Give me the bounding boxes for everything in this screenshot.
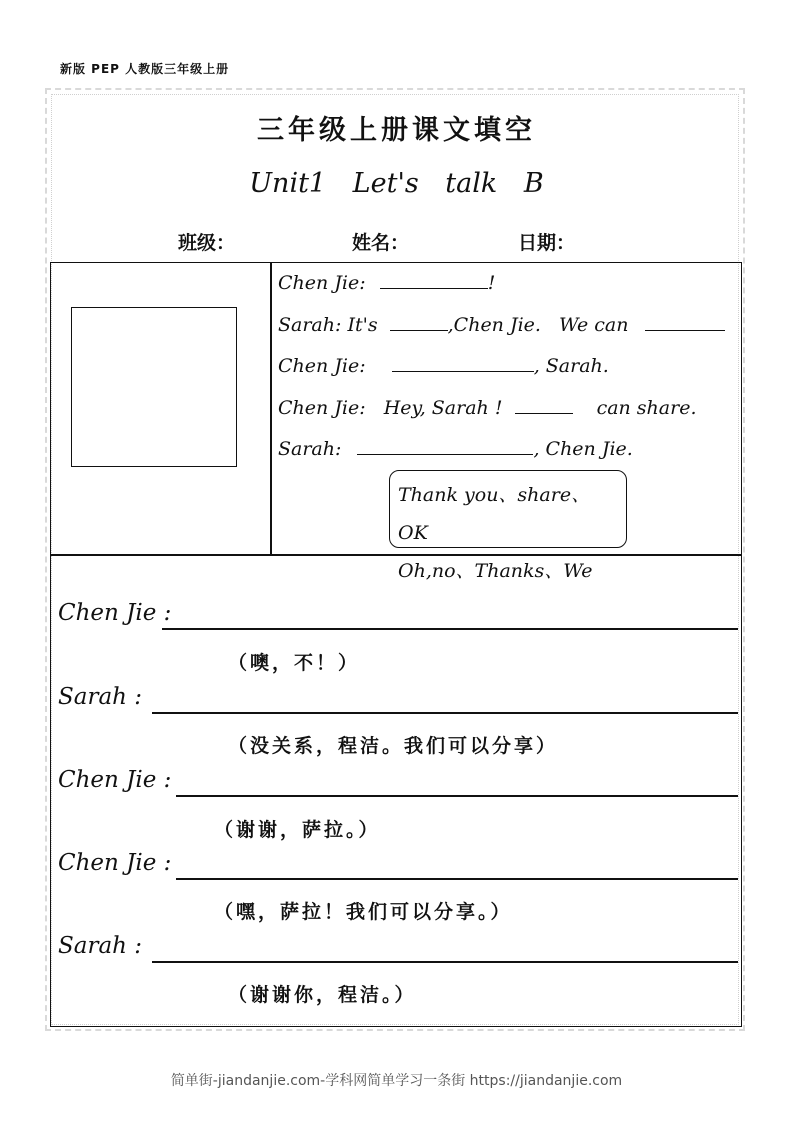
- name-label: 姓名：: [352, 232, 410, 254]
- answer-line[interactable]: [162, 628, 738, 630]
- speaker-label: Sarah:: [278, 438, 342, 460]
- dialogue-speaker: Sarah :: [58, 684, 143, 710]
- answer-blank[interactable]: [380, 270, 488, 289]
- answer-line[interactable]: [152, 961, 738, 963]
- line-text: ,Chen Jie.: [447, 314, 541, 336]
- speaker-label: Chen Jie:: [278, 397, 366, 419]
- header-note: 新版 PEP 人教版三年级上册: [60, 62, 230, 76]
- fill-line-3: [278, 353, 609, 377]
- word-bank-row: Thank you、share、OK: [398, 484, 591, 544]
- fill-line-5: [278, 436, 633, 460]
- speaker-label: Chen Jie:: [278, 272, 366, 294]
- answer-blank[interactable]: [390, 312, 448, 331]
- line-text: Hey, Sarah !: [383, 397, 503, 419]
- worksheet-subtitle: Unit1 Let's talk B: [249, 168, 544, 199]
- word-bank: [389, 470, 627, 582]
- answer-line[interactable]: [176, 878, 738, 880]
- speaker-label: Sarah:: [278, 314, 342, 336]
- dialogue-speaker: Sarah :: [58, 933, 143, 959]
- speaker-label: Chen Jie:: [278, 355, 366, 377]
- footer-source: 简单街-jiandanjie.com-学科网简单学习一条街 https://jiandanjie.com: [170, 1073, 623, 1089]
- picture-placeholder: [71, 307, 237, 467]
- line-text: It's: [347, 314, 378, 336]
- date-label: 日期：: [518, 232, 576, 254]
- dialogue-speaker: Chen Jie :: [58, 600, 172, 626]
- dialogue-hint: （噢，不！）: [228, 652, 361, 674]
- fill-line-4: [278, 395, 697, 419]
- answer-blank[interactable]: [392, 353, 534, 372]
- fill-line-2: [278, 312, 725, 336]
- line-text: , Chen Jie.: [533, 438, 633, 460]
- fill-line-1: [278, 270, 495, 294]
- dialogue-hint: （谢谢，萨拉。）: [214, 819, 381, 841]
- word-bank-row: Oh,no、Thanks、We: [398, 560, 593, 582]
- answer-line[interactable]: [176, 795, 738, 797]
- line-text: !: [487, 272, 496, 294]
- dialogue-hint: （嘿，萨拉！我们可以分享。）: [214, 901, 513, 923]
- line-text: We can: [558, 314, 629, 336]
- answer-blank[interactable]: [515, 395, 573, 414]
- answer-blank[interactable]: [645, 312, 725, 331]
- dialogue-hint: （没关系，程洁。我们可以分享）: [228, 735, 559, 757]
- section-divider: [270, 262, 272, 555]
- worksheet-title: 三年级上册课文填空: [257, 115, 536, 146]
- dialogue-hint: （谢谢你，程洁。）: [228, 984, 417, 1006]
- answer-line[interactable]: [152, 712, 738, 714]
- dialogue-speaker: Chen Jie :: [58, 850, 172, 876]
- line-text: can share.: [596, 397, 697, 419]
- class-label: 班级：: [178, 232, 236, 254]
- line-text: , Sarah.: [533, 355, 609, 377]
- answer-blank[interactable]: [357, 436, 533, 455]
- dialogue-speaker: Chen Jie :: [58, 767, 172, 793]
